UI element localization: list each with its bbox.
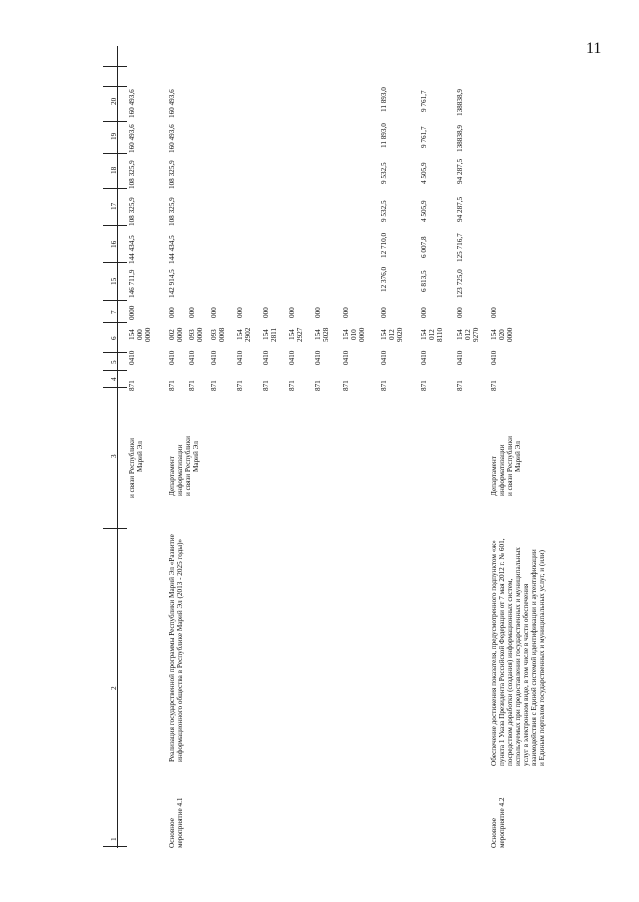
r12-col7: 000 [490, 307, 498, 318]
r7-col5: 0410 [314, 350, 322, 365]
r12-col3b: информатизации [498, 444, 506, 496]
r11-v18: 94 287,5 [456, 158, 464, 184]
hdr-7: 7 [110, 310, 118, 314]
r0-v19: 160 493,6 [128, 124, 136, 153]
hdr-20: 20 [110, 97, 118, 105]
header-sep [103, 86, 127, 87]
hdr-4: 4 [110, 377, 118, 381]
r9-col6c: 9020 [396, 327, 404, 342]
r1-v15: 142 914,5 [168, 269, 176, 298]
r4-col6a: 154 [236, 329, 244, 340]
r12-col2-l6: взаимодействия с Единой системой идентификации и аутентификации [530, 549, 538, 766]
hdr-1: 1 [110, 837, 118, 841]
r5-col6a: 154 [262, 329, 270, 340]
r7-col4: 871 [314, 380, 322, 391]
r5-col6b: 2811 [270, 327, 278, 342]
r10-col6a: 154 [420, 329, 428, 340]
r11-v15: 123 725,0 [456, 269, 464, 298]
r9-col5: 0410 [380, 350, 388, 365]
header-sep [103, 300, 127, 301]
r0-v15: 146 711,9 [128, 269, 136, 298]
r0-v20: 160 493,6 [128, 89, 136, 118]
header-sep [103, 322, 127, 323]
r10-v17: 4 505,9 [420, 200, 428, 222]
r1-col3d: Марий Эл [192, 441, 200, 472]
r0-col4: 871 [128, 380, 136, 391]
r9-v19: 11 893,0 [380, 123, 388, 148]
r2-col4: 871 [188, 380, 196, 391]
hdr-18: 18 [110, 166, 118, 174]
r6-col7: 000 [288, 307, 296, 318]
r8-col6b: 010 [350, 329, 358, 340]
r12-col2-l2: пункта 1 Указа Президента Российской Федерации от 7 мая 2012 г. № 601, [498, 538, 506, 766]
r6-col6a: 154 [288, 329, 296, 340]
r4-col6b: 2902 [244, 327, 252, 342]
r10-v19: 9 761,7 [420, 126, 428, 148]
r1-v18: 108 325,9 [168, 160, 176, 189]
r1-col4: 871 [168, 380, 176, 391]
r10-col6b: 012 [428, 329, 436, 340]
r11-col6a: 154 [456, 329, 464, 340]
r0-col3a: и связи Республики [128, 438, 136, 498]
r4-col4: 871 [236, 380, 244, 391]
hdr-6: 6 [110, 336, 118, 340]
r12-col3a: Департамент [490, 456, 498, 496]
r9-v18: 9 532,5 [380, 162, 388, 184]
r3-col4: 871 [210, 380, 218, 391]
r11-col4: 871 [456, 380, 464, 391]
r0-v17: 108 325,9 [128, 197, 136, 226]
hdr-2: 2 [110, 686, 118, 690]
r1-v19: 160 493,6 [168, 124, 176, 153]
r10-col7: 000 [420, 307, 428, 318]
r0-col6b: 000 [136, 329, 144, 340]
r0-col6c: 0000 [144, 327, 152, 342]
r8-col6c: 0000 [358, 327, 366, 342]
r12-col3d: Марий Эл [514, 441, 522, 472]
r5-col7: 000 [262, 307, 270, 318]
hdr-5: 5 [110, 360, 118, 364]
r1-col1b: мероприятие 4.1 [176, 797, 184, 848]
r1-col1a: Основное [168, 818, 176, 848]
header-sep [103, 121, 127, 122]
r12-col1a: Основное [490, 818, 498, 848]
r10-col6c: 8110 [436, 327, 444, 342]
r3-col5: 0410 [210, 350, 218, 365]
r12-col4: 871 [490, 380, 498, 391]
r12-col6c: 0000 [506, 327, 514, 342]
header-sep [103, 153, 127, 154]
r9-v15: 12 376,0 [380, 266, 388, 292]
r3-col6b: 0008 [218, 327, 226, 342]
r1-col2a: Реализация государственной программы Республики Марий Эл «Развитие [168, 534, 176, 762]
r9-col7: 000 [380, 307, 388, 318]
r8-col5: 0410 [342, 350, 350, 365]
r1-v16: 144 434,5 [168, 235, 176, 264]
r8-col4: 871 [342, 380, 350, 391]
r9-col6a: 154 [380, 329, 388, 340]
r1-col6b: 0000 [176, 327, 184, 342]
r0-col7: 0000 [128, 305, 136, 320]
r9-col4: 871 [380, 380, 388, 391]
r10-v18: 4 505,9 [420, 162, 428, 184]
header-sep [103, 387, 127, 388]
r12-col2-l1: Обеспечение достижения показателя, предусмотренного подпунктом «ж» [490, 540, 498, 766]
r8-col7: 000 [342, 307, 350, 318]
r7-col6b: 5028 [322, 327, 330, 342]
page-number: 11 [586, 40, 602, 57]
r12-col5: 0410 [490, 350, 498, 365]
r9-v17: 9 532,5 [380, 200, 388, 222]
r9-v20: 11 893,0 [380, 87, 388, 112]
r10-v20: 9 761,7 [420, 90, 428, 112]
r1-col5: 0410 [168, 350, 176, 365]
hdr-15: 15 [110, 277, 118, 285]
r12-col2-l3: посредством доработки (создания) информационных систем, [506, 578, 514, 766]
r0-col6a: 154 [128, 329, 136, 340]
r11-col6b: 012 [464, 329, 472, 340]
r5-col4: 871 [262, 380, 270, 391]
header-sep [103, 188, 127, 189]
r10-v16: 6 007,8 [420, 236, 428, 258]
r1-col3b: информатизации [176, 444, 184, 496]
r12-col1b: мероприятие 4.2 [498, 797, 506, 848]
r10-col4: 871 [420, 380, 428, 391]
r7-col7: 000 [314, 307, 322, 318]
header-sep [103, 225, 127, 226]
hdr-3: 3 [110, 454, 118, 458]
hdr-17: 17 [110, 202, 118, 210]
r11-col5: 0410 [456, 350, 464, 365]
r12-col2-l7: и Единым порталом государственных и муниципальных услуг, и (или) [538, 550, 546, 766]
r12-col6a: 154 [490, 329, 498, 340]
r6-col6b: 2927 [296, 327, 304, 342]
r6-col4: 871 [288, 380, 296, 391]
r1-col3a: Департамент [168, 456, 176, 496]
r6-col5: 0410 [288, 350, 296, 365]
r4-col7: 000 [236, 307, 244, 318]
hdr-16: 16 [110, 240, 118, 248]
r0-col5: 0410 [128, 350, 136, 365]
r2-col6b: 0000 [196, 327, 204, 342]
r4-col5: 0410 [236, 350, 244, 365]
r0-col3b: Марий Эл [136, 441, 144, 472]
r1-v20: 160 493,6 [168, 89, 176, 118]
r12-col2-l5: услуг в электронном виде, в том числе в части обеспечения [522, 583, 530, 766]
r3-col6a: 093 [210, 329, 218, 340]
header-sep [103, 528, 127, 529]
r3-col7: 000 [210, 307, 218, 318]
r0-v16: 144 434,5 [128, 235, 136, 264]
r1-col3c: и связи Республики [184, 436, 192, 496]
header-sep [103, 262, 127, 263]
r12-col6b: 020 [498, 329, 506, 340]
r1-col2b: информационного общества в Республике Марий Эл (2013 - 2025 годы)» [176, 538, 184, 762]
r11-v17: 94 287,5 [456, 196, 464, 222]
header-sep [103, 370, 127, 371]
r5-col5: 0410 [262, 350, 270, 365]
header-sep [103, 66, 127, 67]
r7-col6a: 154 [314, 329, 322, 340]
r0-v18: 108 325,9 [128, 160, 136, 189]
hdr-19: 19 [110, 132, 118, 140]
r11-v19: 138838,9 [456, 125, 464, 152]
r9-col6b: 012 [388, 329, 396, 340]
r11-col7: 000 [456, 307, 464, 318]
r10-col5: 0410 [420, 350, 428, 365]
r2-col6a: 093 [188, 329, 196, 340]
r12-col2-l4: используемых при предоставлении государственных и муниципальных [514, 547, 522, 766]
r1-col6a: 002 [168, 329, 176, 340]
r1-v17: 108 325,9 [168, 197, 176, 226]
r2-col5: 0410 [188, 350, 196, 365]
r2-col7: 000 [188, 307, 196, 318]
r8-col6a: 154 [342, 329, 350, 340]
r11-v20: 138838,9 [456, 89, 464, 116]
r9-v16: 12 710,0 [380, 232, 388, 258]
r10-v15: 6 813,5 [420, 270, 428, 292]
r1-col7: 000 [168, 307, 176, 318]
header-sep [103, 846, 127, 847]
r11-col6c: 9270 [472, 327, 480, 342]
r11-v16: 125 716,7 [456, 233, 464, 262]
header-sep [103, 352, 127, 353]
r12-col3c: и связи Республики [506, 436, 514, 496]
